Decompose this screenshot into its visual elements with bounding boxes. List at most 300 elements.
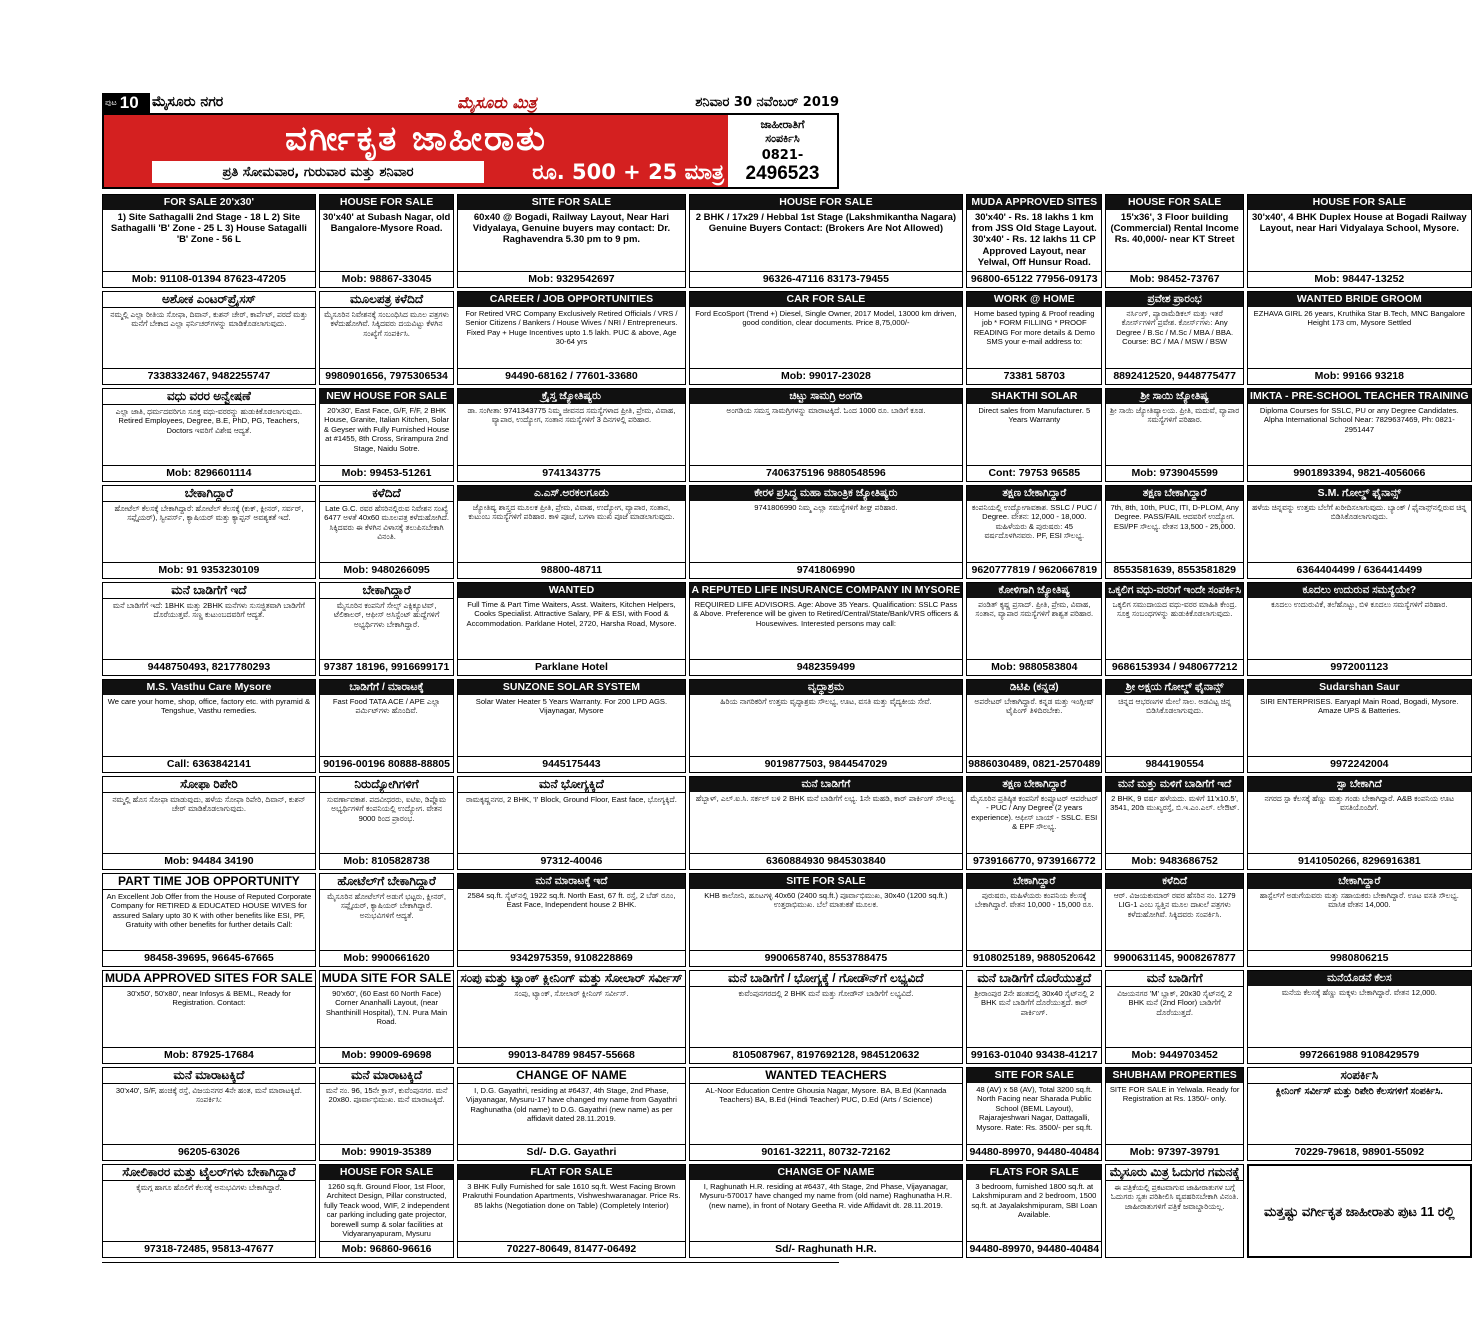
- classified-ad: [1105, 679, 1244, 773]
- classified-ad: [102, 291, 316, 385]
- banner-title: ವರ್ಗೀಕೃತ ಜಾಹೀರಾತು: [285, 119, 547, 159]
- ad-body-text: ಮನೆ ಬಾಡಿಗೆಗೆ ಇದೆ: 1BHK ಮತ್ತು 2BHK ಮನೆಗಳು ಸುಸಜ್ಜಿತವಾಗಿ ಬಾಡಿಗೆಗೆ ದೊರೆಯುತ್ತವೆ. ಸಣ್ಣ ಕುಟುಂಬದವರಿಗೆ ಆದ್ಯತೆ.: [112, 601, 305, 620]
- page-header-bar: [102, 93, 839, 113]
- ad-body-text: Solar Water Heater 5 Years Warranty. For 200 LPD AGS. Vijaynagar, Mysore: [475, 697, 668, 716]
- classified-ad: [689, 582, 964, 676]
- ad-headline: ಕಳೆದಿದೆ: [320, 486, 454, 502]
- ad-body-text: ಡಾ. ಸಂಗೀತಾ: 9741343775 ನಿಮ್ಮ ಜೀವನದ ಸಮಸ್ಯೆಗಳಾದ ಪ್ರೀತಿ, ಪ್ರೇಮ, ವಿವಾಹ, ವ್ಯಾಪಾರ, ಉದ್ಯೋಗ, ಸಂತಾನ ಸಮಸ್ಯೆಗಳಿಗೆ 3 ದಿನಗಳಲ್ಲಿ ಪರಿಹಾರ.: [467, 406, 676, 425]
- ad-body-text: ಕಂಪನಿಯಲ್ಲಿ ಉದ್ಯೋಗಾವಕಾಶ. SSLC / PUC / Degree. ವೇತನ: 12,000 - 18,000. ಮಹಿಳೆಯರು & ಪುರುಷರು: 45 ವರ್ಷದೊಳಗಿನವರು. PF, ESI ಸೌಲಭ್ಯ.: [971, 503, 1097, 541]
- ad-contact-number: 8553581639, 8553581829: [1106, 562, 1243, 578]
- ad-contact-number: Mob: 98447-13252: [1248, 271, 1471, 287]
- classified-ad: [102, 970, 316, 1064]
- ad-body-text: Ford EcoSport (Trend +) Diesel, Single Owner, 2017 Model, 13000 km driven, good condition, clear documents. Price 8,75,000/-: [695, 309, 957, 328]
- classifieds-banner: [102, 113, 839, 189]
- ad-headline: SUNZONE SOLAR SYSTEM: [458, 680, 684, 695]
- ad-headline: ಬೇಕಾಗಿದ್ದಾರೆ: [967, 874, 1101, 889]
- ad-headline: A REPUTED LIFE INSURANCE COMPANY IN MYSORE: [691, 584, 961, 596]
- classified-ad: [457, 388, 685, 482]
- ad-headline: HOUSE FOR SALE: [320, 195, 454, 210]
- ad-contact-number: Mob: 99019-35389: [320, 1144, 454, 1160]
- ad-contact-number: Sd/- Raghunath H.R.: [690, 1241, 963, 1257]
- classified-ads-grid: [102, 194, 1469, 1258]
- ad-body-text: ಮೈಸೂರಿನ ಪ್ರತಿಷ್ಠಿತ ಕಂಪನಿಗೆ ಕಂಪ್ಯೂಟರ್ ಆಪರೇಟರ್ - PUC / Any Degree (2 years experience). ಆಫೀಸ್ ಬಾಯ್ - SSLC. ESI & EPF ಸೌಲಭ್ಯ.: [970, 794, 1099, 832]
- ad-body-text: ಹಿರಿಯ ನಾಗರಿಕರಿಗೆ ಉತ್ತಮ ವೃದ್ಧಾಶ್ರಮ ಸೌಲಭ್ಯ, ಊಟ, ವಸತಿ ಮತ್ತು ವೈದ್ಯಕೀಯ ಸೇವೆ.: [720, 697, 932, 706]
- ad-body-text: ವಿಜಯನಗರ 'M' ಬ್ಲಾಕ್, 20x30 ಸೈಟ್‌ನಲ್ಲಿ 2 BHK ಮನೆ (2nd Floor) ಬಾಡಿಗೆಗೆ ದೊರೆಯುತ್ತದೆ.: [1117, 989, 1233, 1017]
- ad-contact-number: 9900658740, 8553788475: [690, 950, 963, 966]
- ad-body-text: ನಗರದ ಸ್ಪಾ ಕೆಲಸಕ್ಕೆ ಹೆಣ್ಣು ಮತ್ತು ಗಂಡು ಬೇಕಾಗಿದ್ದಾರೆ. A&B ಕಂಪನಿಯ ಊಟ ವಸತಿಯೊಂದಿಗೆ.: [1264, 794, 1455, 813]
- classified-ad: [1247, 194, 1472, 288]
- ad-headline: ಮನೆ ಮಾರಾಟಕ್ಕಿದೆ: [103, 1068, 315, 1084]
- classified-ad: [689, 970, 964, 1064]
- page-word: ಪುಟ: [105, 98, 117, 107]
- banner-price: ರೂ. 500 + 25 ಮಾತ್ರ: [532, 160, 724, 184]
- classified-ad: [102, 388, 316, 482]
- ad-body-text: For Retired VRC Company Exclusively Retired Officials / VRS / Senior Citizens / Bankers / House Wives / NRI / Entrepreneurs. Fixed Pay + Huge Incentives upto 1.5 lakh. PUC & above, Age 30-64 yrs: [465, 309, 678, 347]
- ad-headline: ಶ್ರೀ ಅಕ್ಷಯ ಗೋಲ್ಡ್ ಫೈನಾನ್ಸ್: [1106, 680, 1243, 695]
- ad-contact-number: 97312-40046: [458, 853, 684, 869]
- ad-headline: ಮನೆ ಬಾಡಿಗೆಗೆ: [1106, 971, 1243, 987]
- ad-body-text: 30'x40' - Rs. 18 lakhs 1 km from JSS Old Stage Layout. 30'x40' - Rs. 12 lakhs 11 CP Approved Layout, near Yelwal, Off Hunsur Road.: [971, 212, 1097, 268]
- ad-contact-number: 9448750493, 8217780293: [103, 659, 315, 675]
- ad-contact-number: 99013-84789 98457-55668: [458, 1047, 684, 1063]
- ad-contact-number: 7406375196 9880548596: [690, 465, 963, 481]
- classified-ad: [966, 485, 1102, 579]
- ad-body-text: KHB ಕಾಲೋನಿ, ಹೂಟಗಳ್ಳಿ 40x60 (2400 sq.ft.) ಪೂರ್ವಾಭಿಮುಖ, 30x40 (1200 sq.ft.) ಉತ್ತರಾಭಿಮುಖ. ಬೆಲೆ ಮಾತುಕತೆ ಮೂಲಕ.: [704, 891, 948, 910]
- ad-body-text: AL-Noor Education Centre Ghousia Nagar, Mysore. BA, B.Ed (Kannada Teachers) BA, B.Ed (Hindi Teacher) PUC, D.Ed (Arts / Science): [705, 1086, 947, 1105]
- ad-headline: ವೃದ್ಧಾಶ್ರಮ: [690, 680, 963, 695]
- ad-body-text: ಜ್ಯೋತಿಷ್ಯ ಶಾಸ್ತ್ರದ ಮೂಲಕ ಪ್ರೀತಿ, ಪ್ರೇಮ, ವಿವಾಹ, ಉದ್ಯೋಗ, ವ್ಯಾಪಾರ, ಸಂತಾನ, ಕುಟುಂಬ ಸಮಸ್ಯೆಗಳಿಗೆ ಪರಿಹಾರ. ಕಾಳಿ ಪೂಜೆ, ಬಗಳಾ ಮುಖಿ ಪೂಜೆ ಮಾಡಲಾಗುವುದು.: [468, 503, 675, 522]
- ad-headline: IMKTA - PRE-SCHOOL TEACHER TRAINING: [1250, 390, 1469, 402]
- ad-contact-number: Mob: 99009-69698: [320, 1047, 454, 1063]
- ad-headline: CHANGE OF NAME: [458, 1068, 684, 1084]
- ad-headline: FLATS FOR SALE: [967, 1165, 1101, 1180]
- ad-contact-number: 9686153934 / 9480677212: [1106, 659, 1243, 675]
- ad-body-text: EZHAVA GIRL 26 years, Kruthika Star B.Tech, MNC Bangalore Height 173 cm, Mysore Settled: [1253, 309, 1465, 328]
- ad-body-text: 3 BHK Fully Furnished for sale 1610 sq.ft. West Facing Brown Prakruthi Foundation Apartments, Vishweshwaranagar. Price Rs. 85 lakhs (Negotiation done on Table) (Completely Interior): [462, 1182, 681, 1210]
- ad-body-text: 30'x40', 4 BHK Duplex House at Bogadi Railway Layout, near Hari Vidyalaya School, Mysore.: [1252, 212, 1467, 235]
- ad-body-text: 3 bedroom, furnished 1800 sq.ft. at Lakshmipuram and 2 bedroom, 1500 sq.ft. at Jayalakshmipuram, SBI Loan Available.: [971, 1182, 1098, 1220]
- ad-contact-number: 98800-48711: [458, 562, 684, 578]
- classified-ad: [102, 776, 316, 870]
- ad-body-text: 1) Site Sathagalli 2nd Stage - 18 L 2) Site Sathagalli 'B' Zone - 25 L 3) House Satagalli 'B' Zone - 56 L: [110, 212, 307, 246]
- ad-headline: CAREER / JOB OPPORTUNITIES: [458, 292, 684, 307]
- classified-ad: [966, 388, 1102, 482]
- ad-contact-number: 96205-63026: [103, 1144, 315, 1160]
- ad-contact-number: Mob: 94484 34190: [103, 853, 315, 869]
- ad-body-text: 30'x40', S/F, ಹಂಚಿಕ್ಕೆ ರಸ್ತೆ, ವಿಜಯನಗರ 4ನೇ ಹಂತ, ಮನೆ ಮಾರಾಟಕ್ಕಿದೆ. ಸಂಪರ್ಕಿಸಿ:: [115, 1086, 302, 1105]
- ad-headline: ಸೋಲಿಕಾರರ ಮತ್ತು ಟೈಲರ್‌ಗಳು ಬೇಕಾಗಿದ್ದಾರೆ: [103, 1165, 315, 1181]
- ad-body-text: ಆರ್. ವಿಜಯಕುಮಾರ್ ರವರ ಹೆಸರಿನ ನಂ. 1279 LIG-1 ಎಂಬ ಸ್ವತ್ತಿನ ಮೂಲ ದಾಖಲೆ ಪತ್ರಗಳು ಕಳೆದುಹೋಗಿವೆ. ಸಿಕ್ಕಿದವರು ಸಂಪರ್ಕಿಸಿ.: [1113, 891, 1236, 919]
- classified-ad: [966, 1164, 1102, 1258]
- ad-headline: ಮೂಲಪತ್ರ ಕಳೆದಿದೆ: [320, 292, 454, 308]
- ad-contact-number: 9972242004: [1248, 756, 1471, 772]
- ad-headline: ಒಕ್ಕಲಿಗ ವಧು-ವರರಿಗೆ ಇಂದೇ ಸಂಪರ್ಕಿಸಿ: [1108, 584, 1242, 596]
- ad-headline: HOUSE FOR SALE: [320, 1165, 454, 1180]
- ad-contact-number: 9972001123: [1248, 659, 1471, 675]
- ad-headline: HOUSE FOR SALE: [1248, 195, 1471, 210]
- ad-body-text: 2 BHK, 9 ವರ್ಷ ಹಳೆಯದು. ಮಳಿಗೆ 11'x10.5', 3541, 20ಡಿ ಮುಖ್ಯರಸ್ತೆ, ಬಿ.ಇ.ಎಂ.ಎಲ್. ಲೇಔಟ್.: [1110, 794, 1240, 813]
- classified-ad: [319, 1067, 455, 1161]
- ad-contact-number: 9901893394, 9821-4056066: [1248, 465, 1471, 481]
- classified-ad: [102, 1067, 316, 1161]
- ad-body-text: ರಾಮಕೃಷ್ಣನಗರ, 2 BHK, 'I' Block, Ground Floor, East face, ಭೋಗ್ಯಕ್ಕಿದೆ.: [466, 795, 677, 804]
- ad-contact-number: 9019877503, 9844547029: [690, 756, 963, 772]
- ad-contact-number: Call: 6363842141: [103, 756, 315, 772]
- ad-body-text: ಕೂದಲು ಉದುರುವಿಕೆ, ತಲೆಹೊಟ್ಟು, ಬಿಳಿ ಕೂದಲು ಸಮಸ್ಯೆಗಳಿಗೆ ಪರಿಹಾರ.: [1271, 600, 1448, 609]
- ad-contact-number: 96800-65122 77956-09173: [967, 271, 1101, 287]
- ad-body-text: SITE FOR SALE in Yelwala. Ready for Registration at Rs. 1350/- only.: [1109, 1085, 1240, 1104]
- ad-contact-number: 9741343775: [458, 465, 684, 481]
- ad-body-text: ಮೈಸೂರಿನ ಹೋಟೆಲ್‌ಗೆ ಅಡುಗೆ ಭಟ್ಟರು, ಕ್ಲೀನರ್, ಸಪ್ಲೈಯರ್, ಕ್ಯಾಷಿಯರ್ ಬೇಕಾಗಿದ್ದಾರೆ. ಅನುಭವಿಗಳಿಗೆ ಆದ್ಯತೆ.: [327, 892, 447, 920]
- ad-body-text: ಹಳೆಯ ಚಿನ್ನವನ್ನು ಉತ್ತಮ ಬೆಲೆಗೆ ಖರೀದಿಸಲಾಗುವುದು. ಬ್ಯಾಂಕ್ / ಫೈನಾನ್ಸ್‌ನಲ್ಲಿರುವ ಚಿನ್ನ ಬಿಡಿಸಿಕೊಡಲಾಗುವುದು.: [1252, 503, 1467, 522]
- publication-date: ಶನಿವಾರ 30 ನವೆಂಬರ್ 2019: [695, 95, 839, 110]
- ad-contact-number: 9108025189, 9880520642: [967, 950, 1101, 966]
- ad-headline: ತಕ್ಷಣ ಬೇಕಾಗಿದ್ದಾರೆ: [967, 777, 1101, 792]
- ad-body-text: Late G.C. ರವರ ಹೆಸರಿನಲ್ಲಿರುವ ನಿವೇಶನ ಸಂಖ್ಯೆ 6477 ಅಳತೆ 40x60 ಮೂಲಪತ್ರ ಕಳೆದುಹೋಗಿದೆ. ಸಿಕ್ಕಿದವರು ಈ ಕೆಳಗಿನ ವಿಳಾಸಕ್ಕೆ ತಲುಪಿಸಬೇಕಾಗಿ ವಿನಂತಿ.: [324, 504, 450, 542]
- ad-headline: WANTED: [458, 583, 684, 598]
- ad-headline: ಕೂದಲು ಉದುರುವ ಸಮಸ್ಯೆಯೇ?: [1248, 583, 1471, 598]
- ad-headline: HOUSE FOR SALE: [1106, 195, 1243, 210]
- classified-ad: [1247, 679, 1472, 773]
- ad-headline: ತಕ್ಷಣ ಬೇಕಾಗಿದ್ದಾರೆ: [967, 486, 1101, 501]
- ad-body-text: Diploma Courses for SSLC, PU or any Degree Candidates. Alpha International School Near: 7829637469, Ph: 0821-2951447: [1259, 406, 1459, 434]
- ad-body-text: ಶ್ರೀ ಸಾಯಿ ಜ್ಯೋತಿಷ್ಯಾಲಯ. ಪ್ರೀತಿ, ಮದುವೆ, ವ್ಯಾಪಾರ ಸಮಸ್ಯೆಗಳಿಗೆ ಪರಿಹಾರ.: [1110, 406, 1240, 425]
- ad-headline: ಬೇಕಾಗಿದ್ದಾರೆ: [103, 486, 315, 502]
- ad-headline: ಮನೆ ಮತ್ತು ಮಳಿಗೆ ಬಾಡಿಗೆಗೆ ಇದೆ: [1106, 777, 1243, 792]
- ad-contact-number: Sd/- D.G. Gayathri: [458, 1144, 684, 1160]
- classified-ad: [1105, 194, 1244, 288]
- ad-contact-number: 9342975359, 9108228869: [458, 950, 684, 966]
- newspaper-masthead: ಮೈಸೂರು ಮಿತ್ರ: [457, 93, 537, 112]
- ad-contact-number: 9844190554: [1106, 756, 1243, 772]
- ad-contact-number: Mob: 91108-01394 87623-47205: [103, 271, 315, 287]
- ad-contact-number: Mob: 9739045599: [1106, 465, 1243, 481]
- ad-headline: WORK @ HOME: [967, 292, 1101, 307]
- ad-contact-number: 9445175443: [458, 756, 684, 772]
- ad-headline: ಶ್ರೀ ಸಾಯಿ ಜ್ಯೋತಿಷ್ಯ: [1106, 389, 1243, 404]
- classified-ad: [457, 582, 685, 676]
- section-name: ಮೈಸೂರು ನಗರ: [152, 94, 224, 110]
- classified-ad: [457, 1067, 685, 1161]
- classified-ad: [102, 679, 316, 773]
- ad-contact-number: 9980806215: [1248, 950, 1471, 966]
- ad-headline: MUDA APPROVED SITES FOR SALE: [105, 971, 313, 985]
- contact-line-1: ಜಾಹೀರಾತಿಗೆ: [760, 117, 805, 131]
- ad-headline: WANTED TEACHERS: [690, 1068, 963, 1084]
- ad-headline: ತಕ್ಷಣ ಬೇಕಾಗಿದ್ದಾರೆ: [1106, 486, 1243, 501]
- ad-body-text: 7th, 8th, 10th, PUC, ITI, D-PLOM, Any Degree. PASS/FAIL ಆದವರಿಗೆ ಉದ್ಯೋಗ. ESI/PF ಸೌಲಭ್ಯ. ವೇತನ 13,500 - 25,000.: [1110, 503, 1239, 531]
- classified-ad: [319, 873, 455, 967]
- classified-ad: [966, 291, 1102, 385]
- banner-days: ಪ್ರತಿ ಸೋಮವಾರ, ಗುರುವಾರ ಮತ್ತು ಶನಿವಾರ: [152, 161, 484, 183]
- ad-body-text: ನಮ್ಮಲ್ಲಿ ಎಲ್ಲಾ ರೀತಿಯ ಸೋಫಾ, ದಿವಾನ್, ಕುಶನ್ ಚೇರ್, ಕಾರ್ಪೆಟ್, ಪರದೆ ಮತ್ತು ಮನೆಗೆ ಬೇಕಾದ ಎಲ್ಲಾ ಫರ್ನಿಚರ್‌ಗಳನ್ನು ಮಾಡಿಕೊಡಲಾಗುವುದು.: [110, 310, 308, 329]
- ad-body-text: Direct sales from Manufacturer. 5 Years Warranty: [978, 406, 1091, 425]
- ad-headline: PART TIME JOB OPPORTUNITY: [103, 874, 315, 890]
- classified-ad: [1105, 1164, 1244, 1258]
- classified-ad: [1105, 388, 1244, 482]
- ad-headline: Sudarshan Saur: [1248, 680, 1471, 695]
- ad-headline: MUDA SITE FOR SALE: [321, 971, 452, 985]
- ad-body-text: ಕ್ಲೀನಿಂಗ್ ಸರ್ವೀಸ್ ಮತ್ತು ರಿಪೇರಿ ಕೆಲಸಗಳಿಗೆ ಸಂಪರ್ಕಿಸಿ.: [1275, 1086, 1443, 1097]
- ad-headline: WANTED BRIDE GROOM: [1248, 292, 1471, 307]
- classified-ad: [457, 291, 685, 385]
- ad-contact-number: Mob: 9483686752: [1106, 853, 1243, 869]
- classified-ad: [319, 1164, 455, 1258]
- ad-headline: ಕಳೆದಿದೆ: [1106, 874, 1243, 889]
- ad-contact-number: 9900631145, 9008267877: [1106, 950, 1243, 966]
- ad-headline: ಮನೆ ಬಾಡಿಗೆಗೆ ಇದೆ: [103, 583, 315, 599]
- classified-ad: [457, 679, 685, 773]
- classified-ad: [1105, 1067, 1244, 1161]
- ad-contact-number: 70229-79618, 98901-55092: [1248, 1144, 1471, 1160]
- ad-body-text: ಮೈಸೂರಿನ ನಿವೇಶನಕ್ಕೆ ಸಂಬಂಧಿಸಿದ ಮೂಲ ಪತ್ರಗಳು ಕಳೆದುಹೋಗಿವೆ. ಸಿಕ್ಕಿದವರು ದಯವಿಟ್ಟು ಕೆಳಗಿನ ಸಂಖ್ಯೆಗೆ ಸಂಪರ್ಕಿಸಿ.: [324, 310, 450, 338]
- classified-ad: [689, 873, 964, 967]
- ad-body-text: ಸುವರ್ಣಾವಕಾಶ. ಪದವೀಧರರು, ಐಟಿಐ, ಡಿಪ್ಲೊಮ ಅಭ್ಯರ್ಥಿಗಳಿಗೆ ಕಂಪನಿಯಲ್ಲಿ ಉದ್ಯೋಗ. ವೇತನ 9000 ರಿಂದ ಪ್ರಾರಂಭ.: [326, 795, 447, 823]
- ad-headline: ಎ.ಎಸ್.ಅರಕಲಗೂಡು: [458, 486, 684, 501]
- ad-headline: FLAT FOR SALE: [458, 1165, 684, 1180]
- ad-contact-number: Mob: 98452-73767: [1106, 271, 1243, 287]
- ad-body-text: 90'x60', (60 East 60 North Face) Corner Ananhalli Layout, (near Shanthinill Hospital), T.N. Pura Main Road.: [325, 989, 448, 1027]
- ad-contact-number: 90161-32211, 80732-72162: [690, 1144, 963, 1160]
- classified-ad: [689, 291, 964, 385]
- ad-headline: ಬೇಕಾಗಿದ್ದಾರೆ: [320, 583, 454, 599]
- ad-headline: ಮನೆ ಬಾಡಿಗೆಗೆ ದೊರೆಯುತ್ತದೆ: [967, 971, 1101, 987]
- ad-headline: ಮನೆ ಬಾಡಿಗೆಗೆ: [690, 777, 963, 792]
- ad-contact-number: 90196-00196 80888-88805: [320, 756, 454, 772]
- ad-contact-number: 6364404499 / 6364414499: [1248, 562, 1471, 578]
- classified-ad: [102, 1164, 316, 1258]
- ad-body-text: SIRI ENTERPRISES. Earyapl Main Road, Bogadi, Mysore. Amaze UPS & Batteries.: [1260, 697, 1459, 716]
- ad-body-text: ಹೋಟೆಲ್ ಕೆಲಸಕ್ಕೆ ಬೇಕಾಗಿದ್ದಾರೆ: ಹೋಟೆಲ್ ಕೆಲಸಕ್ಕೆ (ಕುಕ್, ಕ್ಲೀನರ್, ಸರ್ವರ್, ಸಪ್ಲೈಯರ್), ಸ್ವೀಪರ್ಸ್, ಕ್ಯಾಷಿಯರ್ ಮತ್ತು ಕ್ಯಾಪ್ಟನ್ ಅವಶ್ಯಕತೆ ಇದೆ.: [114, 504, 304, 523]
- classified-ad: [689, 194, 964, 288]
- ad-headline: ಮನೆ ಮಾರಾಟಕ್ಕಿದೆ: [320, 1068, 454, 1084]
- ad-contact-number: Mob: 99166 93218: [1248, 368, 1471, 384]
- ad-body-text: ಅಂಗಡಿಯ ಸಮಸ್ತ ಸಾಮಗ್ರಿಗಳನ್ನು ಮಾರಾಟಕ್ಕಿದೆ. ಓಂದ 1000 ರೂ. ಬಾಡಿಗೆ ಕೂಡ.: [726, 406, 926, 415]
- ad-body-text: ಶ್ರೀರಾಂಪುರ 2ನೇ ಹಂತದಲ್ಲಿ 30x40 ಸೈಟ್‌ನಲ್ಲಿ 2 BHK ಮನೆ ಬಾಡಿಗೆಗೆ ದೊರೆಯುತ್ತದೆ. ಕಾರ್ ಪಾರ್ಕಿಂಗ್.: [974, 989, 1095, 1017]
- ad-contact-number: Mob: 9449703452: [1106, 1047, 1243, 1063]
- ad-contact-number: 9886030489, 0821-2570489: [968, 758, 1101, 770]
- ad-headline: ನಿರುದ್ಯೋಗಿಗಳಿಗೆ: [320, 777, 454, 793]
- ad-contact-number: 70227-80649, 81477-06492: [458, 1241, 684, 1257]
- ad-headline: ಚಿಟ್ಟು ಸಾಮಗ್ರಿ ಅಂಗಡಿ: [690, 389, 963, 404]
- ad-headline: ಮನೆ ಭೋಗ್ಯಕ್ಕಿದೆ: [458, 777, 684, 793]
- page-number: 10: [119, 93, 139, 112]
- ad-body-text: 48 (AV) x 58 (AV), Total 3200 sq.ft. North Facing near Sharada Public School (BEML Layout), Rajarajeshwari Nagar, Dattagalli, Mysore. Rate: Rs. 3500/- per sq.ft.: [976, 1085, 1093, 1132]
- bottom-rule: [102, 1262, 839, 1266]
- ad-body-text: ನರ್ಸಿಂಗ್, ಪ್ಯಾರಾಮೆಡಿಕಲ್ ಮತ್ತು ಇತರೆ ಕೋರ್ಸ್‌ಗಳಿಗೆ ಪ್ರವೇಶ. ಕೋರ್ಸ್‌ಗಳು: Any Degree / B.Sc / M.Sc / MBA / BBA. Course: BC / MA / MSW / BSW: [1116, 309, 1234, 347]
- ad-contact-number: 9980901656, 7975306534: [320, 368, 454, 384]
- ad-headline: ವಧು ವರರ ಅನ್ವೇಷಣೆ: [103, 389, 315, 405]
- ad-contact-number: 94490-68162 / 77601-33680: [458, 368, 684, 384]
- ad-body-text: An Excellent Job Offer from the House of Reputed Corporate Company for RETIRED & EDUCATED HOUSE WIVES for assured Salary upto 30 K with other benefits like ESI, PF, Gratuity with other benefits for further details Call:: [106, 892, 312, 930]
- ad-contact-number: 9141050266, 8296916381: [1248, 853, 1471, 869]
- ad-contact-number: Mob: 9480266095: [320, 562, 454, 578]
- ad-headline: MUDA APPROVED SITES: [967, 195, 1101, 210]
- ad-headline: ಸೋಫಾ ರಿಪೇರಿ: [103, 777, 315, 793]
- ad-contact-number: Mob: 9329542697: [458, 271, 684, 287]
- classified-ad: [1105, 873, 1244, 967]
- ad-contact-number: Mob: 9880583804: [967, 659, 1101, 675]
- ad-body-text: ಮನೆ ನಂ. 96, 15ನೇ ಕ್ರಾಸ್, ಕುವೆಂಪುನಗರ. ಮನೆ 20x80. ಪೂರ್ವಾಭಿಮುಖ. ಮನೆ ಮಾರಾಟಕ್ಕಿದೆ.: [325, 1086, 448, 1105]
- ad-body-text: ಸಂಪು, ಟ್ಯಾಂಕ್, ಸೋಲಾರ್ ಕ್ಲೀನಿಂಗ್ ಸರ್ವೀಸ್.: [514, 989, 629, 998]
- classified-ad: [457, 873, 685, 967]
- ad-headline: ಪ್ರವೇಶ ಪ್ರಾರಂಭ: [1106, 292, 1243, 307]
- classified-ad: [966, 194, 1102, 288]
- ad-contact-number: 7338332467, 9482255747: [103, 368, 315, 384]
- ad-contact-number: Mob: 97397-39791: [1106, 1144, 1243, 1160]
- classified-ad: [1247, 776, 1472, 870]
- classified-ad: [1105, 291, 1244, 385]
- classified-ad: [689, 388, 964, 482]
- classified-ad: [319, 291, 455, 385]
- ad-contact-number: 8105087967, 8197692128, 9845120632: [690, 1047, 963, 1063]
- ad-body-text: ಅಪರೇಟರ್ ಬೇಕಾಗಿದ್ದಾರೆ. ಕನ್ನಡ ಮತ್ತು ಇಂಗ್ಲೀಷ್ ಟೈಪಿಂಗ್ ತಿಳಿದಿರಬೇಕು.: [974, 697, 1095, 716]
- ad-contact-number: Cont: 79753 96585: [967, 465, 1101, 481]
- ad-contact-number: Mob: 87925-17684: [103, 1047, 315, 1063]
- ad-body-text: ಮೈಸೂರಿನ ಕಂಪನಿಗೆ ಸೇಲ್ಸ್ ಎಕ್ಸಿಕ್ಯೂಟಿವ್, ಟೆಲಿಕಾಲರ್, ಆಫೀಸ್ ಅಸಿಸ್ಟೆಂಟ್ ಹುದ್ದೆಗಳಿಗೆ ಅಭ್ಯರ್ಥಿಗಳು ಬೇಕಾಗಿದ್ದಾರೆ.: [333, 601, 440, 629]
- ad-headline: M.S. Vasthu Care Mysore: [103, 680, 315, 695]
- ad-body-text: 60x40 @ Bogadi, Railway Layout, Near Hari Vidyalaya, Genuine buyers may contact: Dr. Raghavendra 5.30 pm to 9 pm.: [472, 212, 671, 246]
- ad-contact-number: 9972661988 9108429579: [1248, 1047, 1471, 1063]
- classified-ad: [319, 485, 455, 579]
- contact-line-3: 0821-: [761, 147, 804, 163]
- ad-contact-number: 8892412520, 9448775477: [1106, 368, 1243, 384]
- ad-contact-number: Mob: 98867-33045: [320, 271, 454, 287]
- ad-body-text: 2584 sq.ft. ಸೈಟ್‌ನಲ್ಲಿ 1922 sq.ft. North East, 67 ft. ರಸ್ತೆ, 2 ಬೆಡ್ ರೂಂ, East Face, Independent house 2 BHK.: [467, 891, 676, 910]
- classified-ad: [1247, 388, 1472, 482]
- classified-ad: [1247, 485, 1472, 579]
- classified-ad: [457, 1164, 685, 1258]
- ad-headline: SHAKTHI SOLAR: [967, 389, 1101, 404]
- classified-ad: [1247, 582, 1472, 676]
- ad-headline: ಮನೆಯೊಡನೆ ಕೆಲಸ: [1248, 971, 1471, 986]
- ad-headline: SHUBHAM PROPERTIES: [1106, 1068, 1243, 1083]
- classified-ad: [319, 970, 455, 1064]
- ad-body-text: ಒಕ್ಕಲಿಗ ಸಮುದಾಯದ ವಧು-ವರರ ಮಾಹಿತಿ ಕೇಂದ್ರ. ಸೂಕ್ತ ಸಂಬಂಧಗಳನ್ನು ಹುಡುಕಿಕೊಡಲಾಗುವುದು.: [1112, 600, 1237, 619]
- ad-body-text: ಪುರುಷರು, ಮಹಿಳೆಯರು ಕಂಪನಿಯ ಕೆಲಸಕ್ಕೆ ಬೇಕಾಗಿದ್ದಾರೆ. ವೇತನ 10,000 - 15,000 ರೂ.: [974, 891, 1094, 910]
- ad-body-text: 1260 sq.ft. Ground Floor, 1st Floor, Architect Design, Pillar constructed, fully Teack wood, WIF, 2 independent car parking including gate projector, borewell sump & solar facilities at Vidyaranyapuram, Mysuru: [323, 1182, 450, 1239]
- classified-ad: [966, 776, 1102, 870]
- ad-contact-number: Mob: 91 9353230109: [103, 562, 315, 578]
- contact-line-2: ಸಂಪರ್ಕಿಸಿ: [765, 131, 800, 145]
- ad-headline: ಬೇಕಾಗಿದ್ದಾರೆ: [1248, 874, 1471, 889]
- ad-headline: ಮನೆ ಬಾಡಿಗೆಗೆ / ಭೋಗ್ಯಕ್ಕೆ / ಗೋಡೌನ್‌ಗೆ ಲಭ್ಯವಿದೆ: [690, 971, 963, 987]
- ad-body-text: I, Raghunath H.R. residing at #6437, 4th Stage, 2nd Phase, Vijayanagar, Mysuru-570017 have changed my name from (old name) Raghunatha H.R. (new name), in front of Notary Geetha R. vide Affidavit dt. 28.11.2019.: [699, 1182, 953, 1210]
- classified-ad: [1105, 776, 1244, 870]
- classified-ad: [689, 679, 964, 773]
- classified-ad: [319, 388, 455, 482]
- ad-body-text: We care your home, shop, office, factory etc. with pyramid & Tengshue, Vasthu remedies.: [107, 697, 311, 716]
- ad-contact-number: 97318-72485, 95813-47677: [103, 1241, 315, 1257]
- classified-ad: [457, 776, 685, 870]
- ad-headline: ಸಂಪರ್ಕಿಸಿ: [1248, 1068, 1471, 1084]
- classified-ad: [457, 485, 685, 579]
- ad-body-text: 2 BHK / 17x29 / Hebbal 1st Stage (Lakshmikantha Nagara) Genuine Buyers Contact: (Brokers Are Not Allowed): [695, 212, 957, 235]
- ad-contact-number: Mob: 96860-96616: [320, 1241, 454, 1257]
- ad-headline: SITE FOR SALE: [967, 1068, 1101, 1083]
- ad-body-text: Fast Food TATA ACE / APE ಎಲ್ಲಾ ಪರ್ಮಿಟ್‌ಗಳು ಹೊಂದಿವೆ.: [332, 697, 441, 716]
- ad-body-text: 9741806990 ನಿಮ್ಮ ಎಲ್ಲಾ ಸಮಸ್ಯೆಗಳಿಗೆ ಶೀಘ್ರ ಪರಿಹಾರ.: [754, 503, 898, 512]
- ad-body-text: ಕುವೆಂಪುನಗರದಲ್ಲಿ 2 BHK ಮನೆ ಮತ್ತು ಗೋಡೌನ್ ಬಾಡಿಗೆಗೆ ಲಭ್ಯವಿದೆ.: [738, 989, 914, 998]
- page-number-box: [102, 93, 150, 113]
- classified-ad: [966, 679, 1102, 773]
- ad-headline: ಮೈಸೂರು ಮಿತ್ರ ಓದುಗರ ಗಮನಕ್ಕೆ: [1106, 1165, 1243, 1181]
- ad-body-text: ಕೈಮಗ್ಗ ಹಾಗೂ ಹೊಲಿಗೆ ಕೆಲಸಕ್ಕೆ ಅನುಭವಿಗಳು ಬೇಕಾಗಿದ್ದಾರೆ.: [136, 1183, 282, 1192]
- ad-body-text: I, D.G. Gayathri, residing at #6437, 4th Stage, 2nd Phase, Vijayanagar, Mysuru-17 have changed my name from Gayathri Raghunatha (old name) to D.G. Gayathri (new name) as per affidavit dated 28.11.2019.: [465, 1086, 677, 1124]
- ad-body-text: REQUIRED LIFE ADVISORS. Age: Above 35 Years. Qualification: SSLC Pass & Above. Preference will be given to Retired/Central/State/Bank/VRS officers & Housewives. Interested persons may call:: [693, 600, 959, 628]
- classified-ad: [966, 873, 1102, 967]
- ad-headline: ಅಶೋಕ ಎಂಟರ್‌ಪ್ರೈಸಸ್: [103, 292, 315, 308]
- ad-contact-number: 9482359499: [690, 659, 963, 675]
- classified-ad: [689, 776, 964, 870]
- ad-body-text: ಹೆಬ್ಬಾಳ್, ಎಲ್.ಐ.ಸಿ. ಸರ್ಕಲ್ ಬಳಿ 2 BHK ಮನೆ ಬಾಡಿಗೆಗೆ ಲಭ್ಯ. 1ನೇ ಮಹಡಿ, ಕಾರ್ ಪಾರ್ಕಿಂಗ್ ಸೌಲಭ್ಯ.: [695, 794, 957, 803]
- classified-ad: [966, 1067, 1102, 1161]
- classified-ad: [102, 194, 316, 288]
- classified-ad: [102, 582, 316, 676]
- ad-headline: ಕೋಳಿಗಾಗಿ ಜ್ಯೋತಿಷ್ಯ: [967, 583, 1101, 598]
- ad-body-text: 30'x40' at Subash Nagar, old Bangalore-Mysore Road.: [322, 212, 451, 235]
- ad-headline: FOR SALE 20'x30': [103, 195, 315, 210]
- classified-ad: [319, 776, 455, 870]
- ad-contact-number: 99163-01040 93438-41217: [967, 1047, 1101, 1063]
- ad-headline: ಹೋಟೆಲ್‌ಗೆ ಬೇಕಾಗಿದ್ದಾರೆ: [320, 874, 454, 890]
- banner-contact: [728, 115, 837, 187]
- ad-contact-number: 94480-89970, 94480-40484: [967, 1144, 1101, 1160]
- ad-headline: SITE FOR SALE: [458, 195, 684, 210]
- ad-headline: ಬಾಡಿಗೆಗೆ / ಮಾರಾಟಕ್ಕೆ: [320, 680, 454, 695]
- classified-ad: [689, 1067, 964, 1161]
- ad-contact-number: Mob: 99017-23028: [690, 368, 963, 384]
- ad-contact-number: 9741806990: [690, 562, 963, 578]
- ad-contact-number: 96326-47116 83173-79455: [690, 271, 963, 287]
- classified-ad: [1247, 291, 1472, 385]
- classified-ad: [1247, 873, 1472, 967]
- ad-contact-number: 98458-39695, 96645-67665: [103, 950, 315, 966]
- classified-ad: [457, 194, 685, 288]
- classified-ad: [457, 970, 685, 1064]
- ad-contact-number: 73381 58703: [967, 368, 1101, 384]
- ad-body-text: ಎಲ್ಲಾ ಜಾತಿ, ಧರ್ಮದವರಿಗೂ ಸೂಕ್ತ ವಧು-ವರರನ್ನು ಹುಡುಕಿಕೊಡಲಾಗುವುದು. Retired Employees, Degree, B.E, PhD, PG, Teachers, Doctors ಇವರಿಗೆ ವಿಶೇಷ ಆದ್ಯತೆ.: [115, 407, 303, 435]
- classified-ad: [1247, 1067, 1472, 1161]
- ad-contact-number: 97387 18196, 9916699171: [320, 659, 454, 675]
- ad-body-text: ಮನೆಯ ಕೆಲಸಕ್ಕೆ ಹೆಣ್ಣು ಮಕ್ಕಳು ಬೇಕಾಗಿದ್ದಾರೆ. ವೇತನ 12,000.: [1281, 988, 1437, 997]
- classified-ad: [689, 485, 964, 579]
- ad-contact-number: Parklane Hotel: [458, 659, 684, 675]
- ad-body-text: 30'x50', 50'x80', near Infosys & BEML, Ready for Registration. Contact:: [126, 989, 291, 1008]
- ad-headline: ಕ್ರೈಸ್ತ ಜ್ಯೋತಿಷ್ಯರು: [458, 389, 684, 404]
- classified-ad: [319, 582, 455, 676]
- ad-body-text: ಈ ಪತ್ರಿಕೆಯಲ್ಲಿ ಪ್ರಕಟವಾಗುವ ಜಾಹೀರಾತುಗಳ ಬಗ್ಗೆ ಓದುಗರು ಸ್ವತಃ ಪರಿಶೀಲಿಸಿ ವ್ಯವಹರಿಸಬೇಕಾಗಿ ವಿನಂತಿ. ಜಾಹೀರಾತುಗಳಿಗೆ ಪತ್ರಿಕೆ ಜವಾಬ್ದಾರಿಯಲ್ಲ.: [1110, 1183, 1239, 1211]
- classified-ad: [319, 679, 455, 773]
- ad-contact-number: Mob: 8296601114: [103, 465, 315, 481]
- ad-body-text: 20'x30', East Face, G/F, F/F, 2 BHK House, Granite, Italian Kitchen, Solar & Geyser with Fully Furnished House at #1455, 8th Cross, Srirampura 2nd Stage, Naidu Sotre.: [323, 406, 450, 453]
- ad-body-text: Home based typing & Proof reading job * FORM FILLING * PROOF READING For more details & Demo SMS your e-mail address to:: [973, 309, 1095, 347]
- ad-body-text: ಪಂಡಿತ್ ಕೃಷ್ಣ ಪ್ರಸಾದ್. ಪ್ರೀತಿ, ಪ್ರೇಮ, ವಿವಾಹ, ಸಂತಾನ, ವ್ಯಾಪಾರ ಸಮಸ್ಯೆಗಳಿಗೆ ಶಾಶ್ವತ ಪರಿಹಾರ.: [975, 600, 1094, 619]
- classified-ad: [1247, 970, 1472, 1064]
- classified-ad: [966, 582, 1102, 676]
- ad-contact-number: Mob: 99453-51261: [320, 465, 454, 481]
- ad-body-text: Full Time & Part Time Waiters, Asst. Waiters, Kitchen Helpers, Cooks Specialist. Attractive Salary, PF & ESI, with Food & Accommodation. Parklane Hotel, 2720, Harsha Road, Mysore.: [466, 600, 677, 628]
- classified-ad: [1247, 1164, 1472, 1258]
- ad-contact-number: 94480-89970, 94480-40484: [967, 1241, 1101, 1257]
- ad-headline: CAR FOR SALE: [690, 292, 963, 307]
- ad-body-text: ಹಾಸ್ಟೆಲ್‌ಗೆ ಅಡುಗೆಯವರು ಮತ್ತು ಸಹಾಯಕರು ಬೇಕಾಗಿದ್ದಾರೆ. ಊಟ ವಸತಿ ಸೌಲಭ್ಯ. ಮಾಸಿಕ ವೇತನ 14,000.: [1259, 891, 1459, 910]
- classified-ad: [966, 970, 1102, 1064]
- ad-headline: ಸಂಪು ಮತ್ತು ಟ್ಯಾಂಕ್ ಕ್ಲೀನಿಂಗ್ ಮತ್ತು ಸೋಲಾರ್ ಸರ್ವೀಸ್: [460, 971, 683, 985]
- banner-red-panel: [104, 115, 728, 187]
- ad-contact-number: Mob: 8105828738: [320, 853, 454, 869]
- ad-headline: SITE FOR SALE: [690, 874, 963, 889]
